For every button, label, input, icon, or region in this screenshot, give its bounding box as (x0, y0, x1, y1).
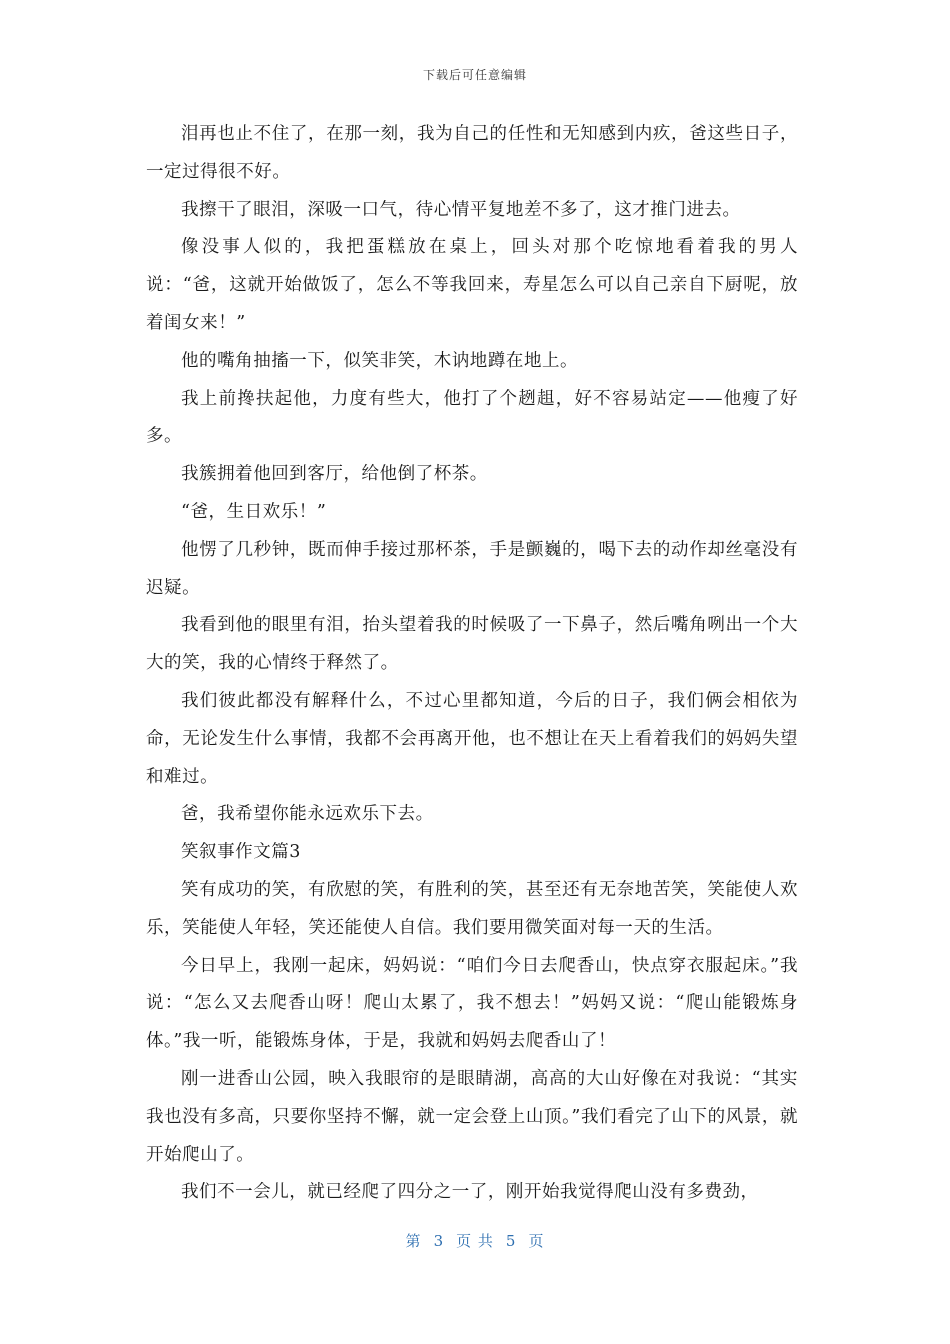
paragraph: 我们彼此都没有解释什么，不过心里都知道，今后的日子，我们俩会相依为命，无论发生什么事情，我都不会再离开他，也不想让在天上看着我们的妈妈失望和难过。 (146, 690, 798, 787)
paragraph: 我看到他的眼里有泪，抬头望着我的时候吸了一下鼻子，然后嘴角咧出一个大大的笑，我的心情终于释然了。 (146, 615, 798, 674)
paragraph: 我们不一会儿，就已经爬了四分之一了，刚开始我觉得爬山没有多费劲， (181, 1182, 759, 1203)
page-header-note: 下载后可任意编辑 (422, 68, 527, 82)
paragraph: 他的嘴角抽搐一下，似笑非笑，木讷地蹲在地上。 (181, 350, 579, 371)
footer-label-page: 第 (405, 1232, 422, 1250)
paragraph: 他愣了几秒钟，既而伸手接过那杯茶，手是颤巍的，喝下去的动作却丝毫没有迟疑。 (146, 539, 798, 598)
paragraph: 刚一进香山公园，映入我眼帘的是眼睛湖，高高的大山好像在对我说：“其实我也没有多高，只要你坚持不懈，就一定会登上山顶。”我们看完了山下的风景，就开始爬山了。 (146, 1068, 798, 1165)
paragraph: 爸，我希望你能永远欢乐下去。 (181, 804, 434, 825)
paragraph: 我簇拥着他回到客厅，给他倒了杯茶。 (181, 464, 488, 485)
section-heading: 笑叙事作文篇3 (181, 842, 301, 863)
paragraph: 我上前搀扶起他，力度有些大，他打了个趔趄，好不容易站定——他瘦了好多。 (146, 388, 798, 447)
paragraph: “爸，生日欢乐！” (181, 501, 327, 522)
footer-label-total: 页 共 (456, 1232, 494, 1250)
page-number-footer (0, 1230, 950, 1251)
paragraph: 像没事人似的，我把蛋糕放在桌上，回头对那个吃惊地看着我的男人说：“爸，这就开始做饭了，怎么不等我回来，寿星怎么可以自己亲自下厨呢，放着闺女来！” (146, 237, 798, 333)
footer-label-end: 页 (528, 1232, 545, 1250)
document-body (146, 116, 798, 1212)
paragraph: 今日早上，我刚一起床，妈妈说：“咱们今日去爬香山，快点穿衣服起床。”我说：“怎么又去爬香山呀！爬山太累了，我不想去！”妈妈又说：“爬山能锻炼身体。”我一听，能锻炼身体，于是，我就和妈妈去爬香山了！ (146, 955, 798, 1052)
paragraph: 笑有成功的笑，有欣慰的笑，有胜利的笑，甚至还有无奈地苦笑，笑能使人欢乐，笑能使人年轻，笑还能使人自信。我们要用微笑面对每一天的生活。 (146, 879, 798, 938)
footer-current-page: 3 (433, 1232, 445, 1250)
footer-total-pages: 5 (505, 1232, 517, 1250)
paragraph: 我擦干了眼泪，深吸一口气，待心情平复地差不多了，这才推门进去。 (181, 199, 741, 220)
paragraph: 泪再也止不住了，在那一刻，我为自己的任性和无知感到内疚，爸这些日子，一定过得很不好。 (146, 124, 798, 182)
